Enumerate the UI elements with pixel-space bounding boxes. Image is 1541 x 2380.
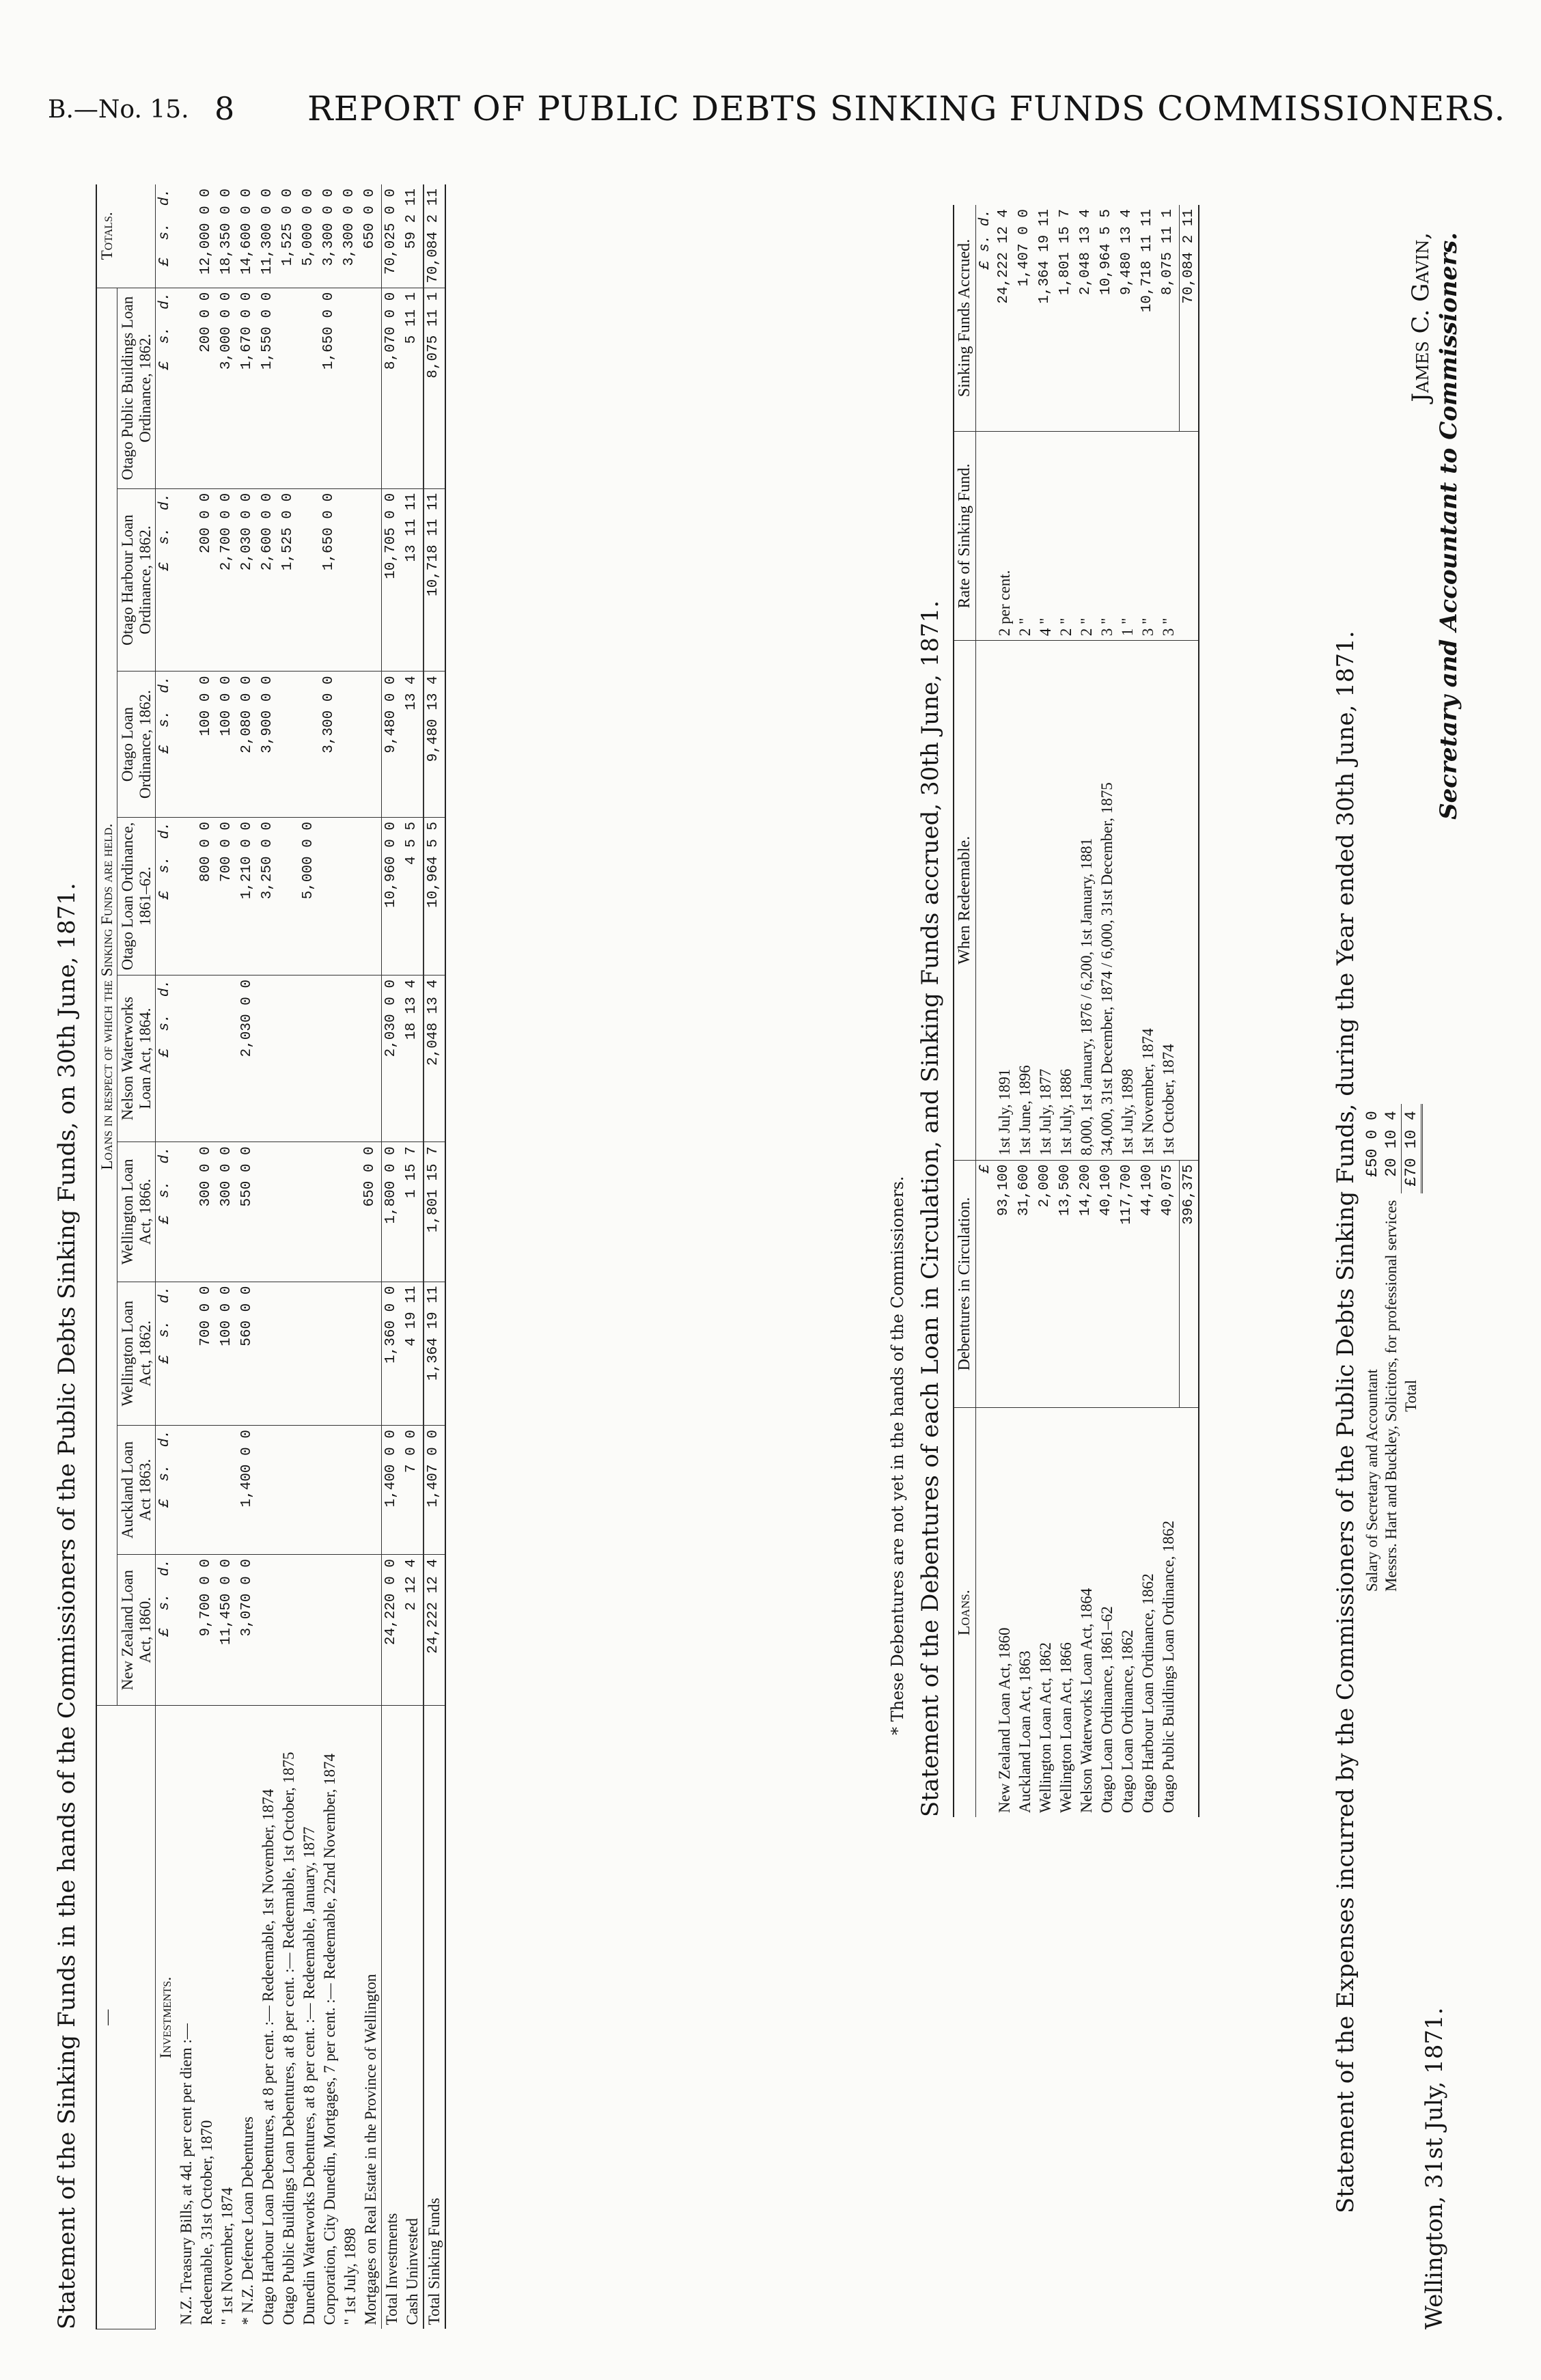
debentures-table-caption: Statement of the Debentures of each Loan in Circulation, and Sinking Funds accrued, 30th June, 1871.: [917, 600, 944, 1817]
amount-cell: 1,550 0 0: [258, 288, 279, 488]
totals-column-header: Totals.: [96, 184, 155, 288]
amount-cell: 3,900 0 0: [258, 672, 279, 818]
investment-row: [299, 184, 320, 2329]
amount-cell: [320, 975, 340, 1141]
row-label: Otago Public Buildings Loan Debentures, at 8 per cent. :— Redeemable, 1st October, 1875: [279, 1752, 297, 2325]
unit-label: £ s. d.: [155, 1282, 176, 1426]
unit-label: £ s. d.: [155, 1555, 176, 1706]
row-total-cell: 1,525 0 0: [279, 184, 299, 288]
amount-cell: 24,222 12 4: [424, 1555, 445, 1706]
amount-cell: [361, 1555, 382, 1706]
dateline: Wellington, 31st July, 1871.: [1421, 2007, 1448, 2329]
amount-cell: [320, 1142, 340, 1282]
amount-cell: [279, 1555, 299, 1706]
amount-cell: [279, 288, 299, 488]
debentures-column-header: Sinking Funds Accrued.: [954, 205, 976, 432]
expenses-caption: Statement of the Expenses incurred by the Commissioners of the Public Debts Sinking Funds, during the Year ended 30th June, 1871.: [1332, 631, 1359, 2213]
sinking-fund-rate: 4 ": [1036, 432, 1056, 641]
sinking-funds-table: [96, 184, 446, 2329]
sinking-fund-rate: 2 ": [1077, 432, 1097, 641]
amount-cell: [320, 817, 340, 975]
amount-cell: 560 0 0: [238, 1282, 258, 1426]
amount-cell: 10,718 11 11: [424, 488, 445, 672]
amount-cell: 2,030 0 0: [381, 975, 402, 1141]
amount-cell: 2,030 0 0: [238, 975, 258, 1141]
amount-cell: 10,964 5 5: [424, 817, 445, 975]
debentures-column-header: Rate of Sinking Fund.: [954, 432, 976, 641]
debentures-table: [953, 205, 1199, 1817]
sinking-funds-accrued: 2,048 13 4: [1077, 205, 1097, 432]
amount-cell: 800 0 0: [197, 817, 217, 975]
investment-row: [320, 184, 340, 2329]
investment-row: [361, 184, 382, 2329]
row-label: Redeemable, 31st October, 1870: [197, 2120, 215, 2325]
loan-row: [1056, 205, 1077, 1817]
investment-row: [238, 184, 258, 2329]
amount-cell: 2,700 0 0: [217, 488, 238, 672]
loan-row: [1077, 205, 1097, 1817]
sinking-funds-accrued: 1,801 15 7: [1056, 205, 1077, 432]
table-footnote: * These Debentures are not yet in the hands of the Commissioners.: [888, 1176, 907, 1735]
amount-cell: [176, 672, 197, 818]
amount-cell: [361, 672, 382, 818]
row-label: Cash Uninvested: [403, 2217, 421, 2325]
sinking-fund-rate: 2 ": [1056, 432, 1077, 641]
total-accrued: 70,084 2 11: [1179, 205, 1199, 432]
amount-cell: [340, 975, 361, 1141]
row-total-cell: [176, 184, 197, 288]
amount-cell: [299, 975, 320, 1141]
amount-cell: 2,080 0 0: [238, 672, 258, 818]
loan-row: [1036, 205, 1056, 1817]
amount-cell: 24,220 0 0: [381, 1555, 402, 1706]
unit-label: £ s. d.: [155, 488, 176, 672]
sinking-fund-rate: 1 ": [1117, 432, 1138, 641]
amount-cell: [320, 1426, 340, 1555]
debentures-table-body: [995, 205, 1179, 1817]
row-label: Total Sinking Funds: [424, 1706, 445, 2329]
amount-cell: [340, 1426, 361, 1555]
row-total-cell: 11,300 0 0: [258, 184, 279, 288]
amount-cell: 1,800 0 0: [381, 1142, 402, 1282]
amount-cell: [176, 817, 197, 975]
loan-name: Wellington Loan Act, 1866: [1057, 1642, 1074, 1813]
amount-cell: 2,048 13 4: [424, 975, 445, 1141]
debentures-in-circulation: 44,100: [1138, 1160, 1158, 1408]
debentures-in-circulation: 31,600: [1015, 1160, 1036, 1408]
amount-cell: [299, 288, 320, 488]
amount-cell: [340, 488, 361, 672]
loan-column-header: Otago Loan Ordinance, 1861–62.: [117, 817, 156, 975]
unit-label: £ s. d.: [155, 672, 176, 818]
amount-cell: [279, 1142, 299, 1282]
sinking-funds-accrued: 10,964 5 5: [1097, 205, 1117, 432]
amount-cell: 13 11 11: [402, 488, 424, 672]
row-label: N.Z. Treasury Bills, at 4d. per cent per diem :—: [177, 2023, 195, 2325]
loan-row: [1138, 205, 1158, 1817]
page-header: [48, 83, 1506, 138]
amount-cell: [361, 975, 382, 1141]
loan-column-header: Otago Harbour Loan Ordinance, 1862.: [117, 488, 156, 672]
amount-cell: 9,480 0 0: [381, 672, 402, 818]
debentures-in-circulation: 2,000: [1036, 1160, 1056, 1408]
row-total-cell: 70,084 2 11: [424, 184, 445, 288]
debentures-in-circulation: 14,200: [1077, 1160, 1097, 1408]
amount-cell: 1,801 15 7: [424, 1142, 445, 1282]
debentures-in-circulation: 93,100: [995, 1160, 1015, 1408]
signatory-role: Secretary and Accountant to Commissioners.: [1434, 232, 1462, 820]
amount-cell: [197, 975, 217, 1141]
amount-cell: 100 0 0: [217, 1282, 238, 1426]
amount-cell: [217, 975, 238, 1141]
when-redeemable: 1st June, 1896: [1015, 641, 1036, 1160]
amount-cell: 1 15 7: [402, 1142, 424, 1282]
amount-cell: 13 4: [402, 672, 424, 818]
amount-cell: 1,400 0 0: [238, 1426, 258, 1555]
debentures-in-circulation: 40,100: [1097, 1160, 1117, 1408]
loan-column-header: Nelson Waterworks Loan Act, 1864.: [117, 975, 156, 1141]
when-redeemable: 1st July, 1898: [1117, 641, 1138, 1160]
amount-cell: [340, 288, 361, 488]
amount-cell: 5 11 1: [402, 288, 424, 488]
amount-cell: [340, 672, 361, 818]
amount-cell: [258, 1282, 279, 1426]
sinking-funds-accrued: 9,480 13 4: [1117, 205, 1138, 432]
debentures-total-row: [1179, 205, 1199, 1817]
amount-cell: [176, 1555, 197, 1706]
page-title: REPORT OF PUBLIC DEBTS SINKING FUNDS COMMISSIONERS.: [307, 89, 1506, 128]
amount-cell: 300 0 0: [217, 1142, 238, 1282]
amount-cell: [361, 1426, 382, 1555]
amount-cell: [258, 1142, 279, 1282]
loan-name: New Zealand Loan Act, 1860: [996, 1627, 1013, 1813]
loan-row: [1117, 205, 1138, 1817]
investment-row: [279, 184, 299, 2329]
sinking-funds-table-caption: Statement of the Sinking Funds in the hands of the Commissioners of the Public Debts Sinking Funds, on 30th June, 1871.: [53, 883, 81, 2329]
amount-cell: 700 0 0: [197, 1282, 217, 1426]
amount-cell: [217, 1426, 238, 1555]
row-total-cell: 14,600 0 0: [238, 184, 258, 288]
unit-label: £: [976, 1160, 995, 1408]
row-label: Otago Harbour Loan Debentures, at 8 per cent. :— Redeemable, 1st November, 1874: [259, 1788, 277, 2325]
loan-name: Otago Harbour Loan Ordinance, 1862: [1139, 1573, 1156, 1813]
unit-label: £ s. d.: [155, 184, 176, 288]
amount-cell: [258, 1426, 279, 1555]
amount-cell: [361, 488, 382, 672]
amount-cell: [340, 1142, 361, 1282]
row-label: " 1st November, 1874: [218, 2187, 236, 2325]
row-total-cell: 18,350 0 0: [217, 184, 238, 288]
amount-cell: 550 0 0: [238, 1142, 258, 1282]
investment-row: [340, 184, 361, 2329]
unit-label: £ s. d.: [155, 1142, 176, 1282]
amount-cell: 8,070 0 0: [381, 288, 402, 488]
signature-block: [1407, 232, 1463, 984]
sinking-funds-accrued: 24,222 12 4: [995, 205, 1015, 432]
amount-cell: 10,960 0 0: [381, 817, 402, 975]
loan-column-header: Wellington Loan Act, 1866.: [117, 1142, 156, 1282]
rotated-page-body: [48, 164, 1469, 2350]
investment-row: [258, 184, 279, 2329]
unit-label: £ s. d.: [155, 817, 176, 975]
debentures-in-circulation: 40,075: [1158, 1160, 1179, 1408]
loan-name: Otago Loan Ordinance, 1861–62: [1098, 1606, 1115, 1813]
page-number: 8: [214, 90, 235, 127]
investments-heading: Investments.: [156, 1976, 174, 2059]
loan-name: Nelson Waterworks Loan Act, 1864: [1078, 1588, 1095, 1813]
expense-label: Messrs. Hart and Buckley, Solicitors, for professional services: [1383, 1200, 1400, 1592]
amount-cell: [361, 288, 382, 488]
amount-cell: 18 13 4: [402, 975, 424, 1141]
when-redeemable: 34,000, 31st December, 1874 / 6,000, 31st December, 1875: [1097, 641, 1117, 1160]
row-total-cell: 5,000 0 0: [299, 184, 320, 288]
amount-cell: 200 0 0: [197, 288, 217, 488]
when-redeemable: 1st October, 1874: [1158, 641, 1179, 1160]
amount-cell: [176, 288, 197, 488]
sinking-fund-rate: 3 ": [1097, 432, 1117, 641]
amount-cell: 5,000 0 0: [299, 817, 320, 975]
summary-row: [381, 184, 402, 2329]
row-total-cell: 650 0 0: [361, 184, 382, 288]
investment-row: [402, 184, 424, 2329]
amount-cell: 3,000 0 0: [217, 288, 238, 488]
loan-name: Wellington Loan Act, 1862: [1037, 1642, 1054, 1813]
amount-cell: [176, 1426, 197, 1555]
row-label: Corporation, City Dunedin, Mortgages, 7 per cent. :— Redeemable, 22nd November, 1874: [320, 1754, 338, 2325]
amount-cell: 8,075 11 1: [424, 288, 445, 488]
when-redeemable: 1st November, 1874: [1138, 641, 1158, 1160]
total-sinking-funds-row: [424, 184, 445, 2329]
investments-column-header: —: [96, 1706, 155, 2329]
amount-cell: [176, 488, 197, 672]
amount-cell: 4 5 5: [402, 817, 424, 975]
amount-cell: 1,650 0 0: [320, 488, 340, 672]
amount-cell: 650 0 0: [361, 1142, 382, 1282]
row-label: " 1st July, 1898: [341, 2228, 359, 2325]
debentures-table-wrap: [953, 205, 1199, 1817]
expense-row: [1363, 1104, 1382, 1599]
loan-name: Otago Loan Ordinance, 1862: [1119, 1629, 1136, 1813]
when-redeemable: 1st July, 1886: [1056, 641, 1077, 1160]
unit-label: £ s. d.: [155, 1426, 176, 1555]
expense-total-amount: £70 10 4: [1402, 1104, 1422, 1193]
amount-cell: 2,030 0 0: [238, 488, 258, 672]
amount-cell: [299, 488, 320, 672]
amount-cell: [320, 1555, 340, 1706]
expenses-table: [1363, 1104, 1423, 1599]
expense-total-label: Total: [1402, 1379, 1419, 1412]
unit-label: [976, 432, 995, 641]
amount-cell: 1,210 0 0: [238, 817, 258, 975]
amount-cell: 3,070 0 0: [238, 1555, 258, 1706]
sinking-funds-table-wrap: [96, 184, 446, 2329]
amount-cell: 700 0 0: [217, 817, 238, 975]
amount-cell: [340, 1555, 361, 1706]
amount-cell: 3,300 0 0: [320, 672, 340, 818]
amount-cell: 1,407 0 0: [424, 1426, 445, 1555]
amount-cell: [361, 1282, 382, 1426]
investment-row: [176, 184, 197, 2329]
amount-cell: [279, 1426, 299, 1555]
amount-cell: [176, 1142, 197, 1282]
sinking-funds-accrued: 8,075 11 1: [1158, 205, 1179, 432]
sinking-funds-table-body: [155, 184, 445, 2329]
amount-cell: 300 0 0: [197, 1142, 217, 1282]
amount-cell: 1,400 0 0: [381, 1426, 402, 1555]
amount-cell: [299, 1555, 320, 1706]
loan-column-header: Otago Public Buildings Loan Ordinance, 1862.: [117, 288, 156, 488]
investment-row: [217, 184, 238, 2329]
row-total-cell: 12,000 0 0: [197, 184, 217, 288]
amount-cell: [340, 1282, 361, 1426]
unit-label: £ s. d.: [155, 975, 176, 1141]
sinking-funds-accrued: 1,364 19 11: [1036, 205, 1056, 432]
amount-cell: 1,650 0 0: [320, 288, 340, 488]
expense-amount: 20 10 4: [1383, 1111, 1400, 1177]
amount-cell: 9,700 0 0: [197, 1555, 217, 1706]
amount-cell: [299, 1142, 320, 1282]
amount-cell: 10,705 0 0: [381, 488, 402, 672]
loan-column-header: Wellington Loan Act, 1862.: [117, 1282, 156, 1426]
amount-cell: 4 19 11: [402, 1282, 424, 1426]
loans-group-header: Loans in respect of which the Sinking Funds are held.: [96, 288, 117, 1706]
investment-row: [197, 184, 217, 2329]
amount-cell: [320, 1282, 340, 1426]
amount-cell: 1,364 19 11: [424, 1282, 445, 1426]
row-label: Total Investments: [381, 1706, 402, 2329]
unit-label: [976, 641, 995, 1160]
loan-name: Otago Public Buildings Loan Ordinance, 1862: [1160, 1521, 1177, 1813]
row-total-cell: 3,300 0 0: [320, 184, 340, 288]
row-total-cell: 59 2 11: [402, 184, 424, 288]
amount-cell: [279, 817, 299, 975]
amount-cell: 100 0 0: [197, 672, 217, 818]
loan-row: [1015, 205, 1036, 1817]
signatory-name: James C. Gavin,: [1407, 232, 1434, 402]
expense-row: [1382, 1104, 1402, 1599]
amount-cell: [279, 975, 299, 1141]
debentures-column-header: When Redeemable.: [954, 641, 976, 1160]
amount-cell: [279, 1282, 299, 1426]
amount-cell: [299, 1426, 320, 1555]
debentures-column-header: Debentures in Circulation.: [954, 1160, 976, 1408]
expense-total-row: [1402, 1104, 1422, 1599]
amount-cell: 9,480 13 4: [424, 672, 445, 818]
amount-cell: 2,600 0 0: [258, 488, 279, 672]
sinking-fund-rate: 2 ": [1015, 432, 1036, 641]
unit-label: £ s. d.: [976, 205, 995, 432]
loan-column-header: New Zealand Loan Act, 1860.: [117, 1555, 156, 1706]
amount-cell: [258, 975, 279, 1141]
when-redeemable: 1st July, 1891: [995, 641, 1015, 1160]
when-redeemable: 1st July, 1877: [1036, 641, 1056, 1160]
amount-cell: 1,670 0 0: [238, 288, 258, 488]
debentures-column-header: Loans.: [954, 1408, 976, 1817]
unit-label: [976, 1408, 995, 1817]
amount-cell: [299, 672, 320, 818]
loan-row: [1097, 205, 1117, 1817]
amount-cell: [176, 1282, 197, 1426]
loan-column-header: Auckland Loan Act 1863.: [117, 1426, 156, 1555]
row-label: Mortgages on Real Estate in the Province of Wellington: [361, 1974, 379, 2325]
unit-label: £ s. d.: [155, 288, 176, 488]
when-redeemable: 8,000, 1st January, 1876 / 6,200, 1st January, 1881: [1077, 641, 1097, 1160]
amount-cell: 1,525 0 0: [279, 488, 299, 672]
amount-cell: 3,250 0 0: [258, 817, 279, 975]
row-total-cell: 3,300 0 0: [340, 184, 361, 288]
debentures-in-circulation: 117,700: [1117, 1160, 1138, 1408]
sinking-fund-rate: 3 ": [1158, 432, 1179, 641]
amount-cell: 11,450 0 0: [217, 1555, 238, 1706]
debentures-in-circulation: 13,500: [1056, 1160, 1077, 1408]
loan-name: Auckland Loan Act, 1863: [1016, 1650, 1033, 1813]
loan-row: [995, 205, 1015, 1817]
total-circulation: 396,375: [1179, 1160, 1199, 1408]
sinking-fund-rate: 2 per cent.: [995, 432, 1015, 641]
amount-cell: 1,360 0 0: [381, 1282, 402, 1426]
amount-cell: 200 0 0: [197, 488, 217, 672]
amount-cell: 7 0 0: [402, 1426, 424, 1555]
amount-cell: 100 0 0: [217, 672, 238, 818]
document-reference: B.—No. 15.: [48, 96, 189, 124]
row-total-cell: 70,025 0 0: [381, 184, 402, 288]
loan-row: [1158, 205, 1179, 1817]
units-row: [155, 184, 176, 2329]
sinking-fund-rate: 3 ": [1138, 432, 1158, 641]
row-label: * N.Z. Defence Loan Debentures: [238, 2116, 256, 2325]
amount-cell: [176, 975, 197, 1141]
amount-cell: [279, 672, 299, 818]
amount-cell: [258, 1555, 279, 1706]
amount-cell: [340, 817, 361, 975]
amount-cell: [299, 1282, 320, 1426]
amount-cell: 2 12 4: [402, 1555, 424, 1706]
amount-cell: [197, 1426, 217, 1555]
amount-cell: [361, 817, 382, 975]
row-label: Dunedin Waterworks Debentures, at 8 per cent. :— Redeemable, January, 1877: [300, 1827, 318, 2325]
expense-label: Salary of Secretary and Accountant: [1363, 1369, 1380, 1592]
expense-amount: £50 0 0: [1363, 1111, 1381, 1177]
sinking-funds-accrued: 1,407 0 0: [1015, 205, 1036, 432]
loan-column-header: Otago Loan Ordinance, 1862.: [117, 672, 156, 818]
sinking-funds-accrued: 10,718 11 11: [1138, 205, 1158, 432]
